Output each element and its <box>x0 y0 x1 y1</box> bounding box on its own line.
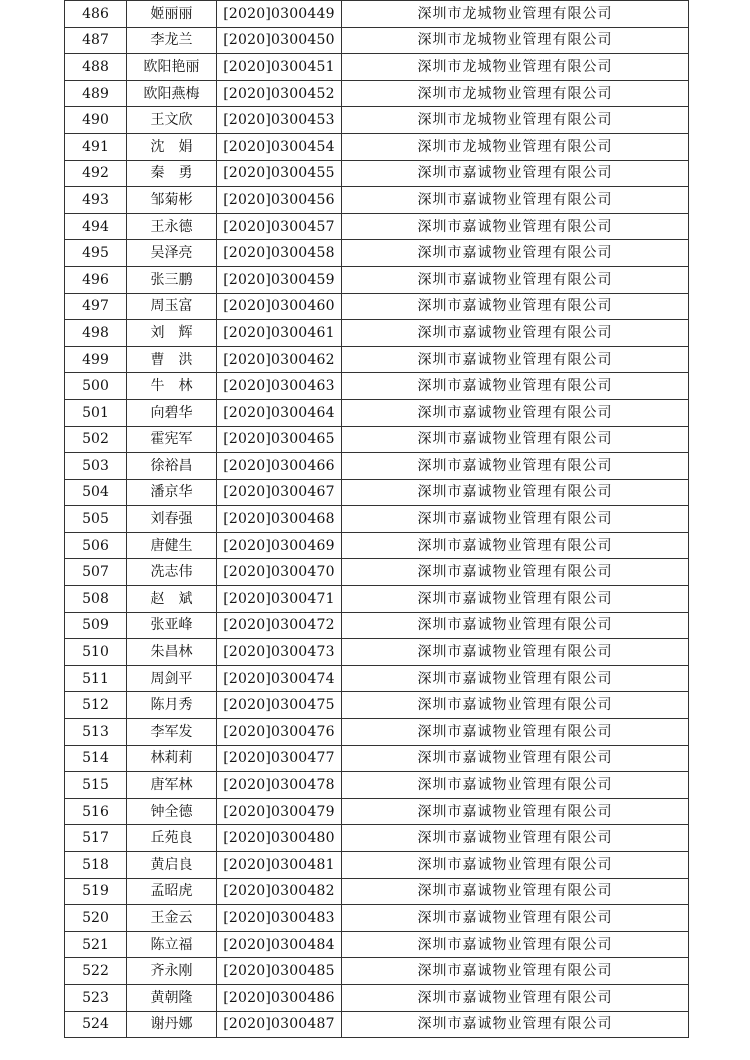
certificate-number: [2020]0300476 <box>217 719 342 746</box>
row-number: 511 <box>65 665 127 692</box>
person-name: 朱昌林 <box>127 639 217 666</box>
certificate-number: [2020]0300464 <box>217 399 342 426</box>
certificate-number: [2020]0300474 <box>217 665 342 692</box>
company-name: 深圳市龙城物业管理有限公司 <box>342 54 689 81</box>
row-number: 491 <box>65 133 127 160</box>
certificate-number: [2020]0300450 <box>217 27 342 54</box>
table-row <box>65 240 689 267</box>
person-name: 唐健生 <box>127 532 217 559</box>
certificate-number: [2020]0300457 <box>217 213 342 240</box>
row-number: 495 <box>65 240 127 267</box>
certificate-number: [2020]0300483 <box>217 905 342 932</box>
company-name: 深圳市龙城物业管理有限公司 <box>342 133 689 160</box>
table-row <box>65 293 689 320</box>
row-number: 502 <box>65 426 127 453</box>
table-row <box>65 54 689 81</box>
certificate-number: [2020]0300455 <box>217 160 342 187</box>
table-row <box>65 639 689 666</box>
certificate-number: [2020]0300461 <box>217 320 342 347</box>
company-name: 深圳市嘉诚物业管理有限公司 <box>342 719 689 746</box>
table-row <box>65 958 689 985</box>
company-name: 深圳市嘉诚物业管理有限公司 <box>342 745 689 772</box>
certificate-number: [2020]0300462 <box>217 346 342 373</box>
certificate-number: [2020]0300466 <box>217 453 342 480</box>
certificate-number: [2020]0300459 <box>217 266 342 293</box>
person-name: 邹菊彬 <box>127 187 217 214</box>
person-name: 姬丽丽 <box>127 1 217 28</box>
table-row <box>65 426 689 453</box>
certificate-number: [2020]0300460 <box>217 293 342 320</box>
row-number: 515 <box>65 772 127 799</box>
row-number: 509 <box>65 612 127 639</box>
person-name: 潘京华 <box>127 479 217 506</box>
certificate-number: [2020]0300486 <box>217 984 342 1011</box>
row-number: 499 <box>65 346 127 373</box>
row-number: 488 <box>65 54 127 81</box>
row-number: 492 <box>65 160 127 187</box>
certificate-number: [2020]0300451 <box>217 54 342 81</box>
person-name: 林莉莉 <box>127 745 217 772</box>
certificate-number: [2020]0300478 <box>217 772 342 799</box>
certificate-number: [2020]0300480 <box>217 825 342 852</box>
person-name: 牛 林 <box>127 373 217 400</box>
row-number: 514 <box>65 745 127 772</box>
person-name: 张亚峰 <box>127 612 217 639</box>
certificate-number: [2020]0300487 <box>217 1011 342 1038</box>
company-name: 深圳市嘉诚物业管理有限公司 <box>342 346 689 373</box>
company-name: 深圳市嘉诚物业管理有限公司 <box>342 878 689 905</box>
person-name: 向碧华 <box>127 399 217 426</box>
company-name: 深圳市嘉诚物业管理有限公司 <box>342 213 689 240</box>
person-name: 钟全德 <box>127 798 217 825</box>
row-number: 504 <box>65 479 127 506</box>
row-number: 508 <box>65 586 127 613</box>
company-name: 深圳市嘉诚物业管理有限公司 <box>342 187 689 214</box>
table-row <box>65 399 689 426</box>
company-name: 深圳市嘉诚物业管理有限公司 <box>342 266 689 293</box>
table-row <box>65 266 689 293</box>
company-name: 深圳市嘉诚物业管理有限公司 <box>342 320 689 347</box>
certificate-number: [2020]0300477 <box>217 745 342 772</box>
certificate-number: [2020]0300458 <box>217 240 342 267</box>
company-name: 深圳市嘉诚物业管理有限公司 <box>342 639 689 666</box>
person-name: 沈 娟 <box>127 133 217 160</box>
person-name: 黄朝隆 <box>127 984 217 1011</box>
person-name: 徐裕昌 <box>127 453 217 480</box>
company-name: 深圳市嘉诚物业管理有限公司 <box>342 426 689 453</box>
table-row <box>65 825 689 852</box>
row-number: 487 <box>65 27 127 54</box>
person-name: 周玉富 <box>127 293 217 320</box>
company-name: 深圳市龙城物业管理有限公司 <box>342 107 689 134</box>
row-number: 523 <box>65 984 127 1011</box>
person-name: 周剑平 <box>127 665 217 692</box>
person-name: 陈月秀 <box>127 692 217 719</box>
company-name: 深圳市龙城物业管理有限公司 <box>342 27 689 54</box>
certificate-number: [2020]0300465 <box>217 426 342 453</box>
certificate-number: [2020]0300482 <box>217 878 342 905</box>
table-row <box>65 27 689 54</box>
table-row <box>65 745 689 772</box>
certificate-number: [2020]0300484 <box>217 931 342 958</box>
certificate-number: [2020]0300471 <box>217 586 342 613</box>
certificate-number: [2020]0300470 <box>217 559 342 586</box>
row-number: 498 <box>65 320 127 347</box>
row-number: 516 <box>65 798 127 825</box>
person-name: 陈立福 <box>127 931 217 958</box>
company-name: 深圳市嘉诚物业管理有限公司 <box>342 479 689 506</box>
table-row <box>65 373 689 400</box>
row-number: 486 <box>65 1 127 28</box>
company-name: 深圳市嘉诚物业管理有限公司 <box>342 453 689 480</box>
table-row <box>65 719 689 746</box>
company-name: 深圳市嘉诚物业管理有限公司 <box>342 293 689 320</box>
company-name: 深圳市龙城物业管理有限公司 <box>342 1 689 28</box>
company-name: 深圳市嘉诚物业管理有限公司 <box>342 772 689 799</box>
company-name: 深圳市嘉诚物业管理有限公司 <box>342 160 689 187</box>
row-number: 489 <box>65 80 127 107</box>
row-number: 497 <box>65 293 127 320</box>
company-name: 深圳市嘉诚物业管理有限公司 <box>342 559 689 586</box>
company-name: 深圳市嘉诚物业管理有限公司 <box>342 532 689 559</box>
person-name: 王金云 <box>127 905 217 932</box>
person-name: 吴泽亮 <box>127 240 217 267</box>
table-row <box>65 213 689 240</box>
table-row <box>65 1011 689 1038</box>
company-name: 深圳市嘉诚物业管理有限公司 <box>342 825 689 852</box>
row-number: 517 <box>65 825 127 852</box>
table-row <box>65 878 689 905</box>
person-name: 霍宪军 <box>127 426 217 453</box>
row-number: 494 <box>65 213 127 240</box>
person-name: 谢丹娜 <box>127 1011 217 1038</box>
table-row <box>65 772 689 799</box>
certificate-number: [2020]0300472 <box>217 612 342 639</box>
person-name: 孟昭虎 <box>127 878 217 905</box>
certificate-number: [2020]0300481 <box>217 852 342 879</box>
row-number: 500 <box>65 373 127 400</box>
company-name: 深圳市嘉诚物业管理有限公司 <box>342 612 689 639</box>
table-row <box>65 984 689 1011</box>
company-name: 深圳市嘉诚物业管理有限公司 <box>342 958 689 985</box>
table-row <box>65 798 689 825</box>
person-name: 秦 勇 <box>127 160 217 187</box>
roster-body <box>65 1 689 1038</box>
row-number: 524 <box>65 1011 127 1038</box>
certificate-number: [2020]0300473 <box>217 639 342 666</box>
company-name: 深圳市嘉诚物业管理有限公司 <box>342 240 689 267</box>
table-row <box>65 453 689 480</box>
certificate-number: [2020]0300469 <box>217 532 342 559</box>
company-name: 深圳市嘉诚物业管理有限公司 <box>342 852 689 879</box>
company-name: 深圳市嘉诚物业管理有限公司 <box>342 931 689 958</box>
person-name: 曹 洪 <box>127 346 217 373</box>
person-name: 王文欣 <box>127 107 217 134</box>
certificate-number: [2020]0300463 <box>217 373 342 400</box>
certificate-number: [2020]0300454 <box>217 133 342 160</box>
company-name: 深圳市嘉诚物业管理有限公司 <box>342 373 689 400</box>
certificate-number: [2020]0300475 <box>217 692 342 719</box>
row-number: 513 <box>65 719 127 746</box>
table-row <box>65 479 689 506</box>
person-name: 冼志伟 <box>127 559 217 586</box>
certificate-number: [2020]0300456 <box>217 187 342 214</box>
table-row <box>65 905 689 932</box>
table-row <box>65 852 689 879</box>
table-row <box>65 320 689 347</box>
person-name: 唐军林 <box>127 772 217 799</box>
person-name: 李龙兰 <box>127 27 217 54</box>
table-row <box>65 931 689 958</box>
person-name: 张三鹏 <box>127 266 217 293</box>
person-name: 赵 斌 <box>127 586 217 613</box>
certificate-roster-table <box>64 0 689 1038</box>
certificate-number: [2020]0300479 <box>217 798 342 825</box>
company-name: 深圳市嘉诚物业管理有限公司 <box>342 984 689 1011</box>
certificate-number: [2020]0300468 <box>217 506 342 533</box>
row-number: 520 <box>65 905 127 932</box>
row-number: 506 <box>65 532 127 559</box>
certificate-number: [2020]0300467 <box>217 479 342 506</box>
table-row <box>65 187 689 214</box>
table-row <box>65 586 689 613</box>
row-number: 521 <box>65 931 127 958</box>
table-row <box>65 346 689 373</box>
table-row <box>65 133 689 160</box>
person-name: 黄启良 <box>127 852 217 879</box>
company-name: 深圳市嘉诚物业管理有限公司 <box>342 399 689 426</box>
person-name: 刘春强 <box>127 506 217 533</box>
person-name: 齐永刚 <box>127 958 217 985</box>
person-name: 丘苑良 <box>127 825 217 852</box>
table-row <box>65 160 689 187</box>
row-number: 496 <box>65 266 127 293</box>
row-number: 519 <box>65 878 127 905</box>
row-number: 501 <box>65 399 127 426</box>
company-name: 深圳市嘉诚物业管理有限公司 <box>342 798 689 825</box>
certificate-number: [2020]0300452 <box>217 80 342 107</box>
table-row <box>65 532 689 559</box>
certificate-number: [2020]0300449 <box>217 1 342 28</box>
certificate-number: [2020]0300453 <box>217 107 342 134</box>
table-row <box>65 107 689 134</box>
row-number: 493 <box>65 187 127 214</box>
row-number: 490 <box>65 107 127 134</box>
company-name: 深圳市嘉诚物业管理有限公司 <box>342 665 689 692</box>
row-number: 505 <box>65 506 127 533</box>
company-name: 深圳市嘉诚物业管理有限公司 <box>342 692 689 719</box>
row-number: 510 <box>65 639 127 666</box>
table-row <box>65 80 689 107</box>
certificate-number: [2020]0300485 <box>217 958 342 985</box>
row-number: 522 <box>65 958 127 985</box>
table-row <box>65 612 689 639</box>
company-name: 深圳市嘉诚物业管理有限公司 <box>342 586 689 613</box>
company-name: 深圳市嘉诚物业管理有限公司 <box>342 506 689 533</box>
person-name: 李军发 <box>127 719 217 746</box>
row-number: 512 <box>65 692 127 719</box>
table-row <box>65 506 689 533</box>
row-number: 503 <box>65 453 127 480</box>
table-row <box>65 692 689 719</box>
company-name: 深圳市嘉诚物业管理有限公司 <box>342 905 689 932</box>
person-name: 王永德 <box>127 213 217 240</box>
person-name: 欧阳艳丽 <box>127 54 217 81</box>
person-name: 欧阳燕梅 <box>127 80 217 107</box>
row-number: 507 <box>65 559 127 586</box>
table-row <box>65 665 689 692</box>
person-name: 刘 辉 <box>127 320 217 347</box>
table-row <box>65 1 689 28</box>
company-name: 深圳市嘉诚物业管理有限公司 <box>342 1011 689 1038</box>
company-name: 深圳市龙城物业管理有限公司 <box>342 80 689 107</box>
table-row <box>65 559 689 586</box>
row-number: 518 <box>65 852 127 879</box>
